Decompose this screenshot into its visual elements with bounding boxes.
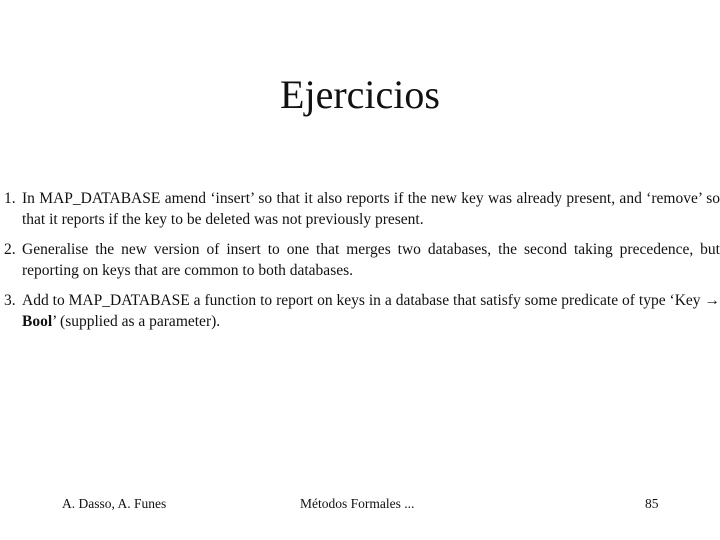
footer-page-number: 85 [645, 496, 659, 511]
exercise-item-3 [0, 290, 720, 332]
exercise-list [0, 188, 720, 341]
slide-title: Ejercicios [280, 72, 440, 117]
exercise-number: 1. [4, 190, 16, 207]
footer-authors: A. Dasso, A. Funes [62, 496, 167, 511]
exercise-number: 3. [4, 292, 16, 309]
exercise-text [22, 292, 720, 330]
exercise-item-2 [0, 239, 720, 281]
exercise-text: Generalise the new version of insert to one that merges two databases, the second taking precedence, but reporting on keys that are common to both databases. [22, 241, 720, 279]
exercise-text: In MAP_DATABASE amend ‘insert’ so that it also reports if the new key was already present, and ‘remove’ so that it reports if the key to be deleted was not previously present. [22, 190, 720, 228]
exercise-text-bold: Bool [22, 313, 53, 330]
footer-course: Métodos Formales ... [300, 496, 415, 511]
exercise-item-1 [0, 188, 720, 230]
exercise-text-end: ’ (supplied as a parameter). [52, 313, 221, 330]
exercise-number: 2. [4, 241, 16, 258]
exercise-text-start: Add to MAP_DATABASE a function to report on keys in a database that satisfy some predicate of type ‘Key → [22, 292, 720, 309]
